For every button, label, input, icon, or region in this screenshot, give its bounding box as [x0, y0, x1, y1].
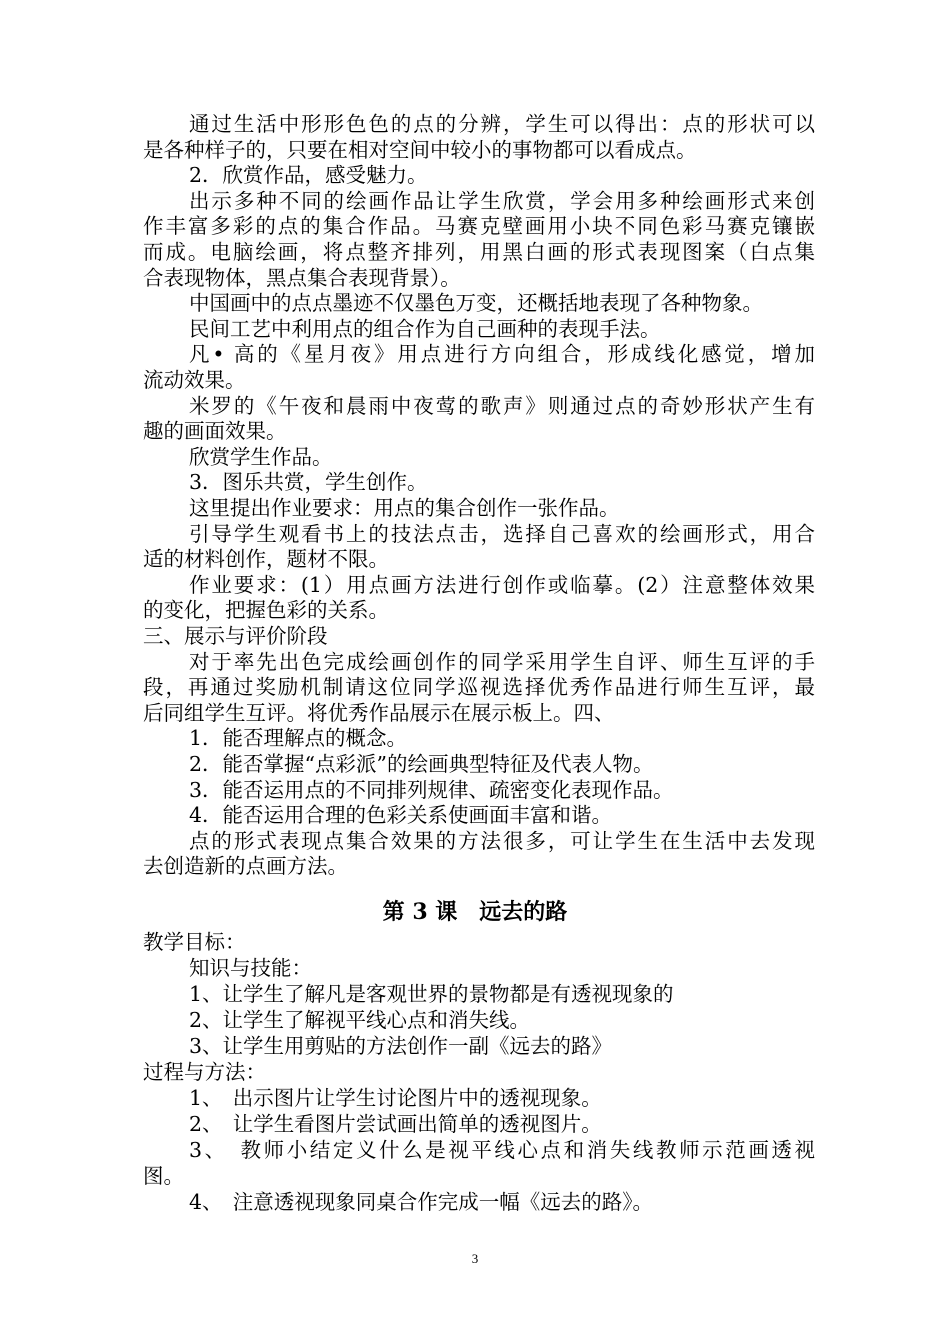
- text-line: 作丰富多彩的点的集合作品。马赛克壁画用小块不同色彩马赛克镶嵌: [143, 214, 815, 239]
- text-line: 2．能否掌握“点彩派”的绘画典型特征及代表人物。: [189, 752, 654, 776]
- text-line: 4．能否运用合理的色彩关系使画面丰富和谐。: [189, 803, 613, 828]
- text-line: 知识与技能：: [189, 956, 312, 980]
- text-line: 民间工艺中利用点的组合作为自己画种的表现手法。: [189, 316, 661, 341]
- text-line: 去创造新的点画方法。: [143, 854, 348, 879]
- text-line: 4、 注意透视现象同桌合作完成一幅《远去的路》。: [189, 1190, 654, 1214]
- text-line: 1、 出示图片让学生讨论图片中的透视现象。: [189, 1086, 602, 1110]
- text-line: 1、让学生了解凡是客观世界的景物都是有透视现象的: [189, 982, 674, 1006]
- text-line: 引导学生观看书上的技法点击，选择自己喜欢的绘画形式，用合: [189, 521, 815, 546]
- text-line: 2．欣赏作品，感受魅力。: [189, 163, 428, 188]
- text-line: 过程与方法：: [143, 1060, 266, 1084]
- text-line: 流动效果。: [143, 368, 246, 392]
- text-line: 段，再通过奖励机制请这位同学巡视选择优秀作品进行师生互评，最: [143, 675, 815, 700]
- text-line: 是各种样子的，只要在相对空间中较小的事物都可以看成点。: [143, 137, 697, 162]
- text-line: 这里提出作业要求：用点的集合创作一张作品。: [189, 496, 620, 520]
- text-line: 而成。电脑绘画，将点整齐排列，用黑白画的形式表现图案（白点集: [143, 240, 815, 264]
- text-line: 中国画中的点点墨迹不仅墨色万变，还概括地表现了各种物象。: [189, 291, 763, 316]
- lesson-title: 第 3 课 远去的路: [382, 899, 568, 925]
- text-line: 2、让学生了解视平线心点和消失线。: [189, 1008, 531, 1032]
- text-line: 教学目标：: [143, 930, 246, 954]
- text-line: 3．能否运用点的不同排列规律、疏密变化表现作品。: [189, 777, 674, 802]
- text-line: 趣的画面效果。: [143, 419, 287, 444]
- text-line: 合表现物体，黑点集合表现背景）。: [143, 265, 461, 290]
- text-line: 欣赏学生作品。: [189, 444, 333, 469]
- text-line: 3、让学生用剪贴的方法创作一副《远去的路》: [189, 1034, 613, 1058]
- text-line: 凡• 高的《星月夜》用点进行方向组合，形成线化感觉，增加: [189, 342, 815, 367]
- text-line: 3、 教师小结定义什么是视平线心点和消失线教师示范画透视: [189, 1138, 815, 1162]
- text-line: 图。: [143, 1164, 184, 1188]
- page-number: 3: [471, 1251, 479, 1266]
- text-line: 米罗的《午夜和晨雨中夜莺的歌声》则通过点的奇妙形状产生有: [189, 393, 815, 418]
- text-line: 对于率先出色完成绘画创作的同学采用学生自评、师生互评的手: [189, 649, 815, 674]
- text-line: 三、展示与评价阶段: [143, 624, 328, 648]
- text-line: 的变化，把握色彩的关系。: [143, 598, 389, 623]
- text-line: 3．图乐共赏，学生创作。: [189, 470, 428, 495]
- text-line: 通过生活中形形色色的点的分辨，学生可以得出：点的形状可以: [189, 112, 815, 136]
- text-line: 点的形式表现点集合效果的方法很多，可让学生在生活中去发现: [189, 828, 815, 853]
- text-line: 2、 让学生看图片尝试画出简单的透视图片。: [189, 1112, 602, 1136]
- text-line: 后同组学生互评。将优秀作品展示在展示板上。四、: [143, 700, 615, 725]
- text-line: 出示多种不同的绘画作品让学生欣赏，学会用多种绘画形式来创: [189, 188, 815, 213]
- text-line: 适的材料创作，题材不限。: [143, 547, 389, 572]
- text-line: 作业要求：(1）用点画方法进行创作或临摹。(2）注意整体效果: [189, 572, 815, 597]
- text-line: 1．能否理解点的概念。: [189, 726, 408, 751]
